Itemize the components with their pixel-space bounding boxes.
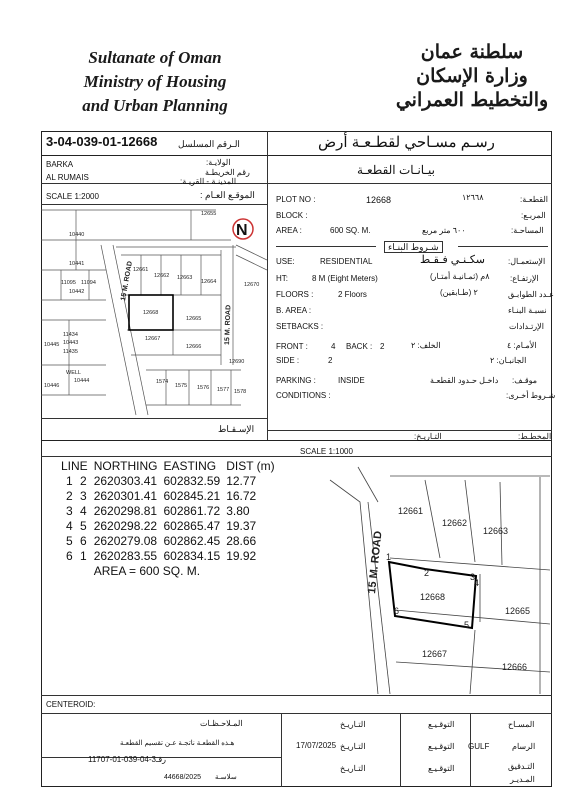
- general-location-ar: الموقـع العـام :: [200, 190, 255, 200]
- svg-text:N: N: [236, 222, 248, 239]
- plot-label: 1578: [234, 389, 247, 395]
- plot-label: 12665: [505, 606, 531, 616]
- plot-label: 12662: [442, 518, 468, 528]
- plot-label: 12668: [143, 310, 159, 316]
- plot-label: 1577: [217, 387, 230, 393]
- director-label-ar: المـديـر: [510, 775, 535, 784]
- well-label: WELL: [66, 370, 81, 376]
- floors-ar-value: ٢ (طـابقين): [440, 288, 478, 297]
- corner-label: 3: [470, 572, 476, 582]
- area-ar-value: ٦٠٠ متر مربع: [422, 226, 466, 235]
- plot-label: 10440: [69, 232, 85, 238]
- plot-label: 12661: [133, 267, 149, 273]
- plot-label: 11434: [63, 332, 78, 338]
- wilayat-label-ar: الولايـة:: [206, 158, 231, 167]
- area-value: 600 SQ. M.: [330, 226, 371, 235]
- plot-label: 11435: [63, 349, 78, 355]
- plot-no-value: 12668: [366, 195, 392, 205]
- serial-label-ar: الـرقم المسلسل: [178, 139, 240, 149]
- side-label: SIDE :: [276, 356, 300, 365]
- plot-label: 10446: [44, 383, 60, 389]
- ht-ar-label: الإرتفـاع:: [510, 274, 539, 283]
- corner-label: 6: [394, 606, 400, 616]
- plot-label: 12690: [229, 359, 245, 365]
- setbacks-ar: الإرتـدادات: [509, 322, 544, 331]
- corner-label: 2: [424, 568, 430, 578]
- area-row: [58, 564, 278, 579]
- village-label-ar: المدينـة - القريـة:: [180, 177, 237, 186]
- plot-label: 1576: [197, 385, 210, 391]
- table-row: 3 4 2620298.81 602861.72 3.80: [66, 504, 250, 518]
- header-dist: DIST (m): [226, 459, 275, 473]
- ht-ar-value: ٨م (ثمـانيـة أمتـار): [430, 272, 490, 281]
- plot-no-ar-value: ١٢٦٦٨: [462, 193, 484, 202]
- floors-value: 2 Floors: [338, 290, 367, 299]
- parking-ar-label: موقـف:: [512, 376, 538, 385]
- plot-label: 10441: [69, 261, 85, 267]
- front-value: 4: [331, 342, 336, 351]
- plot-label: 10443: [63, 340, 79, 346]
- corner-label: 1: [386, 552, 392, 562]
- barea-label: B. AREA :: [276, 306, 312, 315]
- header-line-3: and Urban Planning: [82, 96, 228, 115]
- plot-label: 12663: [177, 275, 193, 281]
- date-label-ar: التـاريـخ:: [414, 432, 442, 441]
- floors-label: FLOORS :: [276, 290, 314, 299]
- setbacks-label: SETBACKS :: [276, 322, 324, 331]
- plot-label: 12665: [186, 316, 202, 322]
- road-label: 15 M. ROAD: [224, 304, 233, 346]
- surveyor-label-ar: المسـاح: [508, 720, 535, 729]
- date-label-ar: التـاريـخ: [340, 742, 366, 751]
- parking-label: PARKING :: [276, 376, 316, 385]
- plot-label: 1574: [156, 379, 169, 385]
- building-conditions-ar: شـروط البنـاء: [384, 241, 443, 253]
- date-label-ar: التـاريـخ: [340, 764, 366, 773]
- location-map: [41, 205, 267, 417]
- signature-label-ar: التوقـيـع: [428, 742, 455, 751]
- centeroid-label: CENTEROID:: [46, 700, 96, 709]
- road-label: 15 M. ROAD: [366, 530, 385, 595]
- use-ar-value: سكـنـي فـقـط: [420, 254, 485, 266]
- conditions-label: CONDITIONS :: [276, 391, 331, 400]
- plot-label: 10445: [44, 342, 60, 348]
- header-line-2: Ministry of Housing: [83, 72, 227, 91]
- plot-label: 11095: [61, 280, 76, 286]
- header-line: LINE: [61, 459, 88, 473]
- header-northing: NORTHING: [93, 459, 158, 473]
- plot-label: 12662: [154, 273, 170, 279]
- wilayat-value: BARKA: [46, 160, 74, 169]
- serial-number: 3-04-039-01-12668: [46, 134, 158, 149]
- village-value: AL RUMAIS: [46, 173, 89, 182]
- drafter-value: GULF: [468, 742, 490, 751]
- notes-label-ar: المـلاحـظـات: [200, 719, 243, 728]
- projection-ar: الإسـقـاط: [218, 424, 255, 434]
- block-label: BLOCK :: [276, 211, 308, 220]
- plot-label: 12670: [244, 282, 260, 288]
- map-no-label-ar: رقم الخريطـة: [205, 168, 250, 177]
- plot-label: 10442: [69, 289, 85, 295]
- area-total: AREA = 600 SQ. M.: [93, 564, 201, 578]
- scale-right: SCALE 1:1000: [300, 447, 353, 456]
- drafter-label-ar: الرسام: [512, 742, 536, 751]
- plot-no-label: PLOT NO :: [276, 195, 316, 204]
- table-row: 2 3 2620301.41 602845.21 16.72: [66, 489, 257, 503]
- use-label: USE:: [276, 257, 295, 266]
- signature-label-ar: التوقـيـع: [428, 720, 455, 729]
- back-label: BACK :: [346, 342, 373, 351]
- north-arrow-icon: [233, 219, 253, 239]
- header-ar-line-2: وزارة الإسكان: [416, 65, 528, 87]
- floors-ar-label: عـدد الطوابـق: [508, 290, 554, 299]
- area-ar-label: المساحـة:: [511, 226, 544, 235]
- header-ar-line-3: والتخطيط العمراني: [395, 89, 549, 111]
- corner-label: 5: [464, 620, 470, 630]
- side-value: 2: [328, 356, 333, 365]
- ht-value: 8 M (Eight Meters): [312, 274, 378, 283]
- plot-label: 12667: [422, 649, 448, 659]
- use-ar-label: الإستعمـال:: [508, 257, 546, 266]
- side-ar: الجانبـان: ٢: [490, 356, 527, 365]
- table-row: 4 5 2620298.22 602865.47 19.37: [66, 519, 257, 533]
- ref-label-ar: سلاسـة: [215, 774, 237, 781]
- front-label: FRONT :: [276, 342, 308, 351]
- plot-label: 1575: [175, 383, 188, 389]
- plot-label: 12668: [420, 592, 446, 602]
- table-row: 5 6 2620279.08 602862.45 28.66: [66, 534, 257, 548]
- signature-label-ar: التوقـيـع: [428, 764, 455, 773]
- header-ar-line-1: سلطنة عمان: [420, 41, 524, 63]
- planner-label-ar: المخطـط:: [518, 432, 552, 441]
- plot-data-ar: بيـانـات القطعـة: [357, 163, 435, 177]
- plot-label: 11094: [81, 280, 96, 286]
- table-row: 6 1 2620283.55 602834.15 19.92: [66, 549, 257, 563]
- reference-number: 44668/2025: [164, 774, 201, 781]
- plot-label: 12664: [201, 279, 217, 285]
- road-label: 15 M. ROAD: [120, 260, 134, 302]
- date-value: 17/07/2025: [296, 741, 337, 750]
- parking-value: INSIDE: [338, 376, 365, 385]
- back-value: 2: [380, 342, 385, 351]
- barea-ar: نسبـة البنـاء: [508, 306, 547, 315]
- ministry-name-english: [70, 46, 240, 118]
- plot-label: 12667: [145, 336, 161, 342]
- table-row: 1 2 2620303.41 602832.59 12.77: [66, 474, 257, 488]
- plot-label: 12661: [398, 506, 424, 516]
- plot-label: 12663: [483, 526, 509, 536]
- plot-label: 12666: [186, 344, 202, 350]
- coordinate-table: [58, 459, 278, 579]
- plot-no-ar-label: القطعـة:: [520, 195, 548, 204]
- date-label-ar: التـاريـخ: [340, 720, 366, 729]
- table-header: [58, 459, 278, 474]
- plot-label: 10444: [74, 378, 90, 384]
- scale-left: SCALE 1:2000: [46, 192, 99, 201]
- header-easting: EASTING: [163, 459, 217, 473]
- note-line-1: هـذه القطعـة ناتجـة عـن تقسيم القطعـة: [120, 740, 235, 747]
- corner-label: 4: [474, 578, 480, 588]
- parking-ar-value: داخـل حـدود القطعـة: [430, 376, 499, 385]
- note-line-2: رقـ3-04-039-01-11707: [88, 755, 166, 764]
- front-ar: الأمـام: ٤: [507, 341, 537, 350]
- block-ar: المربـع:: [521, 211, 546, 220]
- plot-label: 12666: [502, 662, 528, 672]
- document-title-ar: رسـم مسـاحي لقطـعـة أرض: [318, 134, 495, 151]
- back-ar: الخلف: ٢: [411, 341, 441, 350]
- use-value: RESIDENTIAL: [320, 257, 373, 266]
- plot-map: [300, 462, 550, 694]
- area-label: AREA :: [276, 226, 302, 235]
- plot-label: 12655: [201, 211, 217, 217]
- checker-label-ar: التـدقيق: [508, 762, 535, 771]
- ministry-name-arabic: [392, 40, 552, 112]
- ht-label: HT:: [276, 274, 288, 283]
- header-line-1: Sultanate of Oman: [88, 48, 222, 67]
- conditions-ar: شـروط أخـرى:: [506, 391, 556, 400]
